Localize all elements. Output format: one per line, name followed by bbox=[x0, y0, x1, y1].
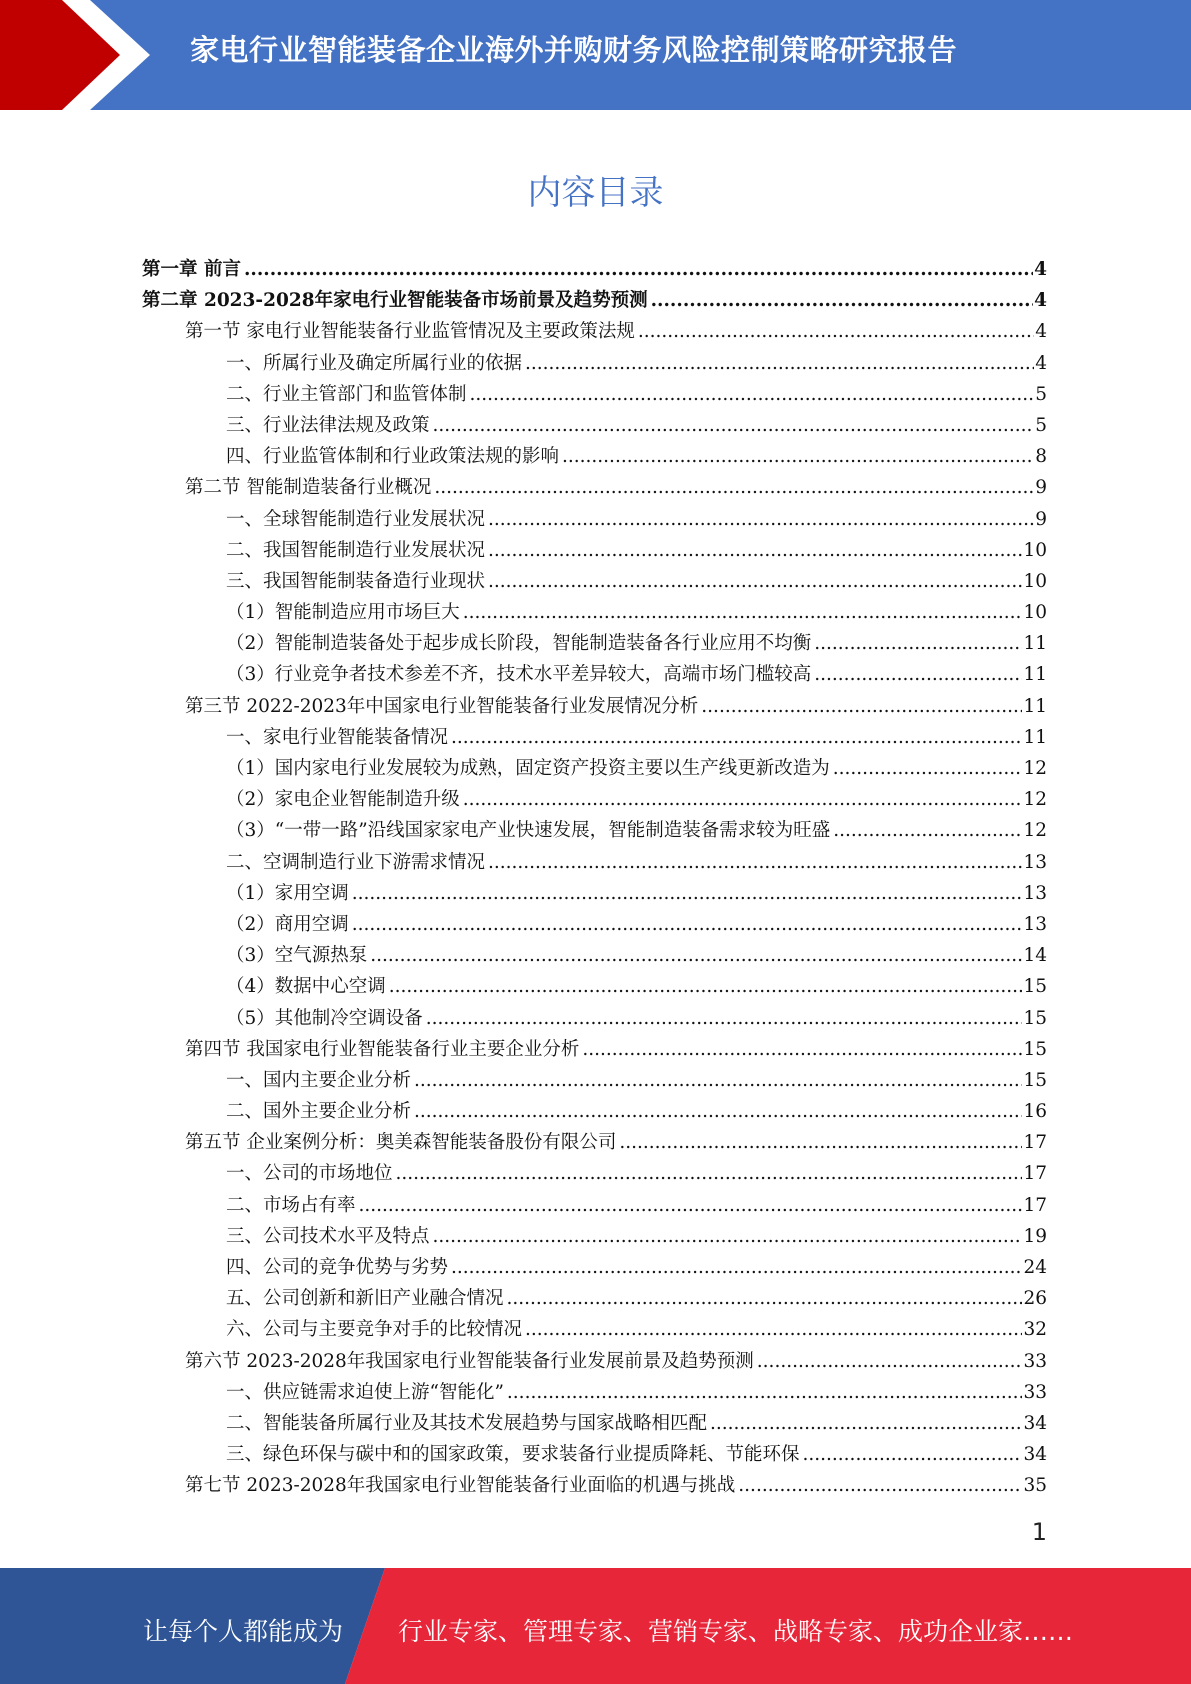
toc-entry-page: 13 bbox=[1023, 851, 1047, 873]
toc-entry[interactable] bbox=[0, 1190, 1191, 1221]
table-of-contents bbox=[0, 254, 1191, 1502]
toc-leader bbox=[525, 348, 1034, 379]
toc-entry-label: （3）空气源热泵 bbox=[226, 945, 368, 967]
toc-entry-label: 第一节 家电行业智能装备行业监管情况及主要政策法规 bbox=[185, 321, 635, 343]
toc-entry-label: 二、空调制造行业下游需求情况 bbox=[226, 851, 486, 873]
toc-leader bbox=[833, 815, 1022, 846]
header-arrow-decoration bbox=[0, 0, 160, 110]
toc-leader bbox=[507, 1283, 1023, 1314]
toc-leader bbox=[414, 1096, 1022, 1127]
toc-entry-page: 24 bbox=[1023, 1257, 1047, 1278]
toc-entry[interactable] bbox=[0, 784, 1191, 815]
toc-leader bbox=[426, 1003, 1023, 1034]
toc-leader bbox=[451, 1252, 1022, 1283]
toc-entry-page: 17 bbox=[1023, 1163, 1047, 1185]
toc-leader bbox=[370, 940, 1022, 971]
toc-leader bbox=[651, 285, 1034, 316]
toc-entry[interactable] bbox=[0, 254, 1191, 285]
toc-entry[interactable] bbox=[0, 504, 1191, 535]
toc-leader bbox=[470, 379, 1035, 410]
toc-leader bbox=[701, 691, 1022, 722]
toc-entry-label: （3）“一带一路”沿线国家家电产业快速发展，智能制造装备需求较为旺盛 bbox=[226, 820, 831, 842]
toc-entry-label: 三、公司技术水平及特点 bbox=[226, 1225, 430, 1247]
toc-entry-page: 19 bbox=[1023, 1225, 1047, 1247]
toc-entry-page: 8 bbox=[1035, 446, 1047, 468]
toc-leader bbox=[434, 472, 1034, 503]
toc-entry-page: 15 bbox=[1023, 1038, 1047, 1060]
toc-leader bbox=[619, 1127, 1022, 1158]
toc-leader bbox=[803, 1439, 1023, 1470]
toc-leader bbox=[525, 1314, 1022, 1345]
toc-leader bbox=[359, 1190, 1023, 1221]
toc-heading: 内容目录 bbox=[527, 173, 664, 213]
toc-entry[interactable] bbox=[0, 909, 1191, 940]
toc-entry-page: 5 bbox=[1035, 414, 1047, 436]
toc-entry-label: （4）数据中心空调 bbox=[226, 976, 386, 998]
toc-entry-page: 13 bbox=[1023, 882, 1047, 904]
toc-entry-label: 一、全球智能制造行业发展状况 bbox=[226, 508, 486, 530]
toc-entry-page: 10 bbox=[1023, 602, 1047, 624]
toc-entry-page: 5 bbox=[1035, 383, 1047, 405]
toc-entry-page: 9 bbox=[1035, 477, 1047, 499]
toc-entry-label: （5）其他制冷空调设备 bbox=[226, 1007, 423, 1029]
toc-leader bbox=[507, 1377, 1023, 1408]
toc-leader bbox=[488, 535, 1022, 566]
toc-entry[interactable] bbox=[0, 1127, 1191, 1158]
toc-entry-label: （1）家用空调 bbox=[226, 882, 349, 904]
toc-leader bbox=[451, 722, 1022, 753]
toc-entry-page: 10 bbox=[1023, 539, 1047, 561]
toc-entry-label: （2）商用空调 bbox=[226, 913, 349, 935]
toc-entry-page: 13 bbox=[1023, 913, 1047, 935]
report-title: 家电行业智能装备企业海外并购财务风险控制策略研究报告 bbox=[190, 33, 958, 67]
toc-leader bbox=[352, 878, 1023, 909]
toc-leader bbox=[244, 254, 1033, 285]
toc-entry-page: 11 bbox=[1023, 695, 1047, 717]
toc-entry-page: 15 bbox=[1023, 1069, 1047, 1091]
toc-entry[interactable] bbox=[0, 1252, 1191, 1283]
toc-entry-page: 4 bbox=[1034, 290, 1047, 312]
toc-leader bbox=[757, 1346, 1023, 1377]
toc-entry-label: （3）行业竞争者技术参差不齐，技术水平差异较大，高端市场门槛较高 bbox=[226, 664, 812, 686]
toc-entry[interactable] bbox=[0, 722, 1191, 753]
toc-leader bbox=[562, 441, 1034, 472]
toc-entry-page: 34 bbox=[1023, 1444, 1047, 1466]
toc-entry[interactable] bbox=[0, 1439, 1191, 1470]
toc-leader bbox=[582, 1034, 1022, 1065]
toc-entry-page: 11 bbox=[1023, 726, 1047, 748]
toc-leader bbox=[710, 1408, 1022, 1439]
toc-entry[interactable] bbox=[0, 410, 1191, 441]
toc-entry-label: （2）家电企业智能制造升级 bbox=[226, 789, 460, 811]
toc-entry[interactable] bbox=[0, 1346, 1191, 1377]
toc-entry[interactable] bbox=[0, 878, 1191, 909]
toc-entry-label: 二、我国智能制造行业发展状况 bbox=[226, 539, 486, 561]
toc-entry[interactable] bbox=[0, 1408, 1191, 1439]
toc-entry-page: 12 bbox=[1023, 789, 1047, 811]
toc-entry-label: 一、所属行业及确定所属行业的依据 bbox=[226, 352, 523, 374]
toc-entry-page: 11 bbox=[1023, 664, 1047, 686]
toc-entry-page: 17 bbox=[1023, 1194, 1047, 1216]
toc-leader bbox=[396, 1158, 1023, 1189]
toc-entry-page: 4 bbox=[1035, 321, 1047, 343]
toc-entry-page: 17 bbox=[1023, 1132, 1047, 1154]
toc-entry-page: 35 bbox=[1023, 1475, 1047, 1497]
toc-entry[interactable] bbox=[0, 753, 1191, 784]
toc-entry-label: 四、公司的竞争优势与劣势 bbox=[226, 1257, 449, 1278]
toc-leader bbox=[352, 909, 1023, 940]
toc-leader bbox=[463, 597, 1023, 628]
toc-leader bbox=[389, 971, 1023, 1002]
toc-entry[interactable] bbox=[0, 1470, 1191, 1501]
toc-leader bbox=[638, 316, 1034, 347]
toc-entry-label: 三、绿色环保与碳中和的国家政策，要求装备行业提质降耗、节能环保 bbox=[226, 1444, 800, 1466]
toc-entry-page: 12 bbox=[1023, 820, 1047, 842]
toc-entry-label: 第一章 前言 bbox=[142, 259, 241, 280]
toc-entry-page: 11 bbox=[1023, 633, 1047, 655]
toc-entry-label: 一、供应链需求迫使上游“智能化” bbox=[226, 1381, 504, 1403]
toc-entry-page: 26 bbox=[1023, 1288, 1047, 1310]
toc-entry[interactable] bbox=[0, 940, 1191, 971]
toc-entry-page: 4 bbox=[1035, 352, 1047, 374]
toc-entry[interactable] bbox=[0, 1158, 1191, 1189]
page-number: 1 bbox=[1031, 1518, 1047, 1546]
toc-entry[interactable] bbox=[0, 1314, 1191, 1345]
toc-entry[interactable] bbox=[0, 1096, 1191, 1127]
toc-entry[interactable] bbox=[0, 1377, 1191, 1408]
toc-leader bbox=[433, 410, 1035, 441]
toc-entry[interactable] bbox=[0, 348, 1191, 379]
toc-entry[interactable] bbox=[0, 628, 1191, 659]
toc-entry[interactable] bbox=[0, 1065, 1191, 1096]
toc-entry-label: 第六节 2023-2028年我国家电行业智能装备行业发展前景及趋势预测 bbox=[185, 1350, 754, 1372]
toc-entry[interactable] bbox=[0, 566, 1191, 597]
toc-entry[interactable] bbox=[0, 659, 1191, 690]
toc-entry-label: 二、行业主管部门和监管体制 bbox=[226, 383, 467, 405]
toc-entry-page: 10 bbox=[1023, 570, 1047, 592]
toc-entry-label: 第四节 我国家电行业智能装备行业主要企业分析 bbox=[185, 1038, 580, 1060]
toc-leader bbox=[814, 628, 1022, 659]
toc-entry-label: 二、智能装备所属行业及其技术发展趋势与国家战略相匹配 bbox=[226, 1412, 708, 1434]
toc-entry[interactable] bbox=[0, 847, 1191, 878]
toc-entry-page: 34 bbox=[1023, 1412, 1047, 1434]
toc-leader bbox=[488, 566, 1022, 597]
toc-entry[interactable] bbox=[0, 316, 1191, 347]
toc-leader bbox=[833, 753, 1023, 784]
toc-entry[interactable] bbox=[0, 971, 1191, 1002]
toc-entry-label: 四、行业监管体制和行业政策法规的影响 bbox=[226, 446, 560, 468]
toc-entry-label: 第七节 2023-2028年我国家电行业智能装备行业面临的机遇与挑战 bbox=[185, 1475, 736, 1497]
toc-entry-page: 14 bbox=[1023, 945, 1047, 967]
toc-entry-page: 32 bbox=[1023, 1319, 1047, 1341]
footer-slogan-left: 让每个人都能成为 bbox=[143, 1617, 344, 1646]
toc-leader bbox=[463, 784, 1023, 815]
toc-entry-label: 三、行业法律法规及政策 bbox=[226, 414, 430, 436]
toc-entry-label: 第五节 企业案例分析：奥美森智能装备股份有限公司 bbox=[185, 1132, 617, 1154]
toc-entry-label: （2）智能制造装备处于起步成长阶段，智能制造装备各行业应用不均衡 bbox=[226, 633, 812, 655]
toc-leader bbox=[738, 1470, 1022, 1501]
toc-entry[interactable] bbox=[0, 1003, 1191, 1034]
toc-entry-label: 一、家电行业智能装备情况 bbox=[226, 726, 449, 748]
toc-entry-page: 15 bbox=[1023, 1007, 1047, 1029]
toc-entry[interactable] bbox=[0, 441, 1191, 472]
toc-entry[interactable] bbox=[0, 535, 1191, 566]
toc-entry-page: 9 bbox=[1035, 508, 1047, 530]
toc-entry-label: 一、公司的市场地位 bbox=[226, 1163, 393, 1185]
toc-entry-page: 33 bbox=[1023, 1381, 1047, 1403]
toc-entry[interactable] bbox=[0, 1034, 1191, 1065]
toc-entry-page: 4 bbox=[1034, 259, 1047, 280]
toc-leader bbox=[414, 1065, 1022, 1096]
toc-entry[interactable] bbox=[0, 1221, 1191, 1252]
toc-entry-label: 五、公司创新和新旧产业融合情况 bbox=[226, 1288, 504, 1310]
toc-entry-label: （1）国内家电行业发展较为成熟，固定资产投资主要以生产线更新改造为 bbox=[226, 758, 830, 779]
toc-entry[interactable] bbox=[0, 815, 1191, 846]
toc-leader bbox=[814, 659, 1022, 690]
toc-entry[interactable] bbox=[0, 1283, 1191, 1314]
toc-entry-page: 33 bbox=[1023, 1350, 1047, 1372]
toc-entry[interactable] bbox=[0, 597, 1191, 628]
toc-entry-label: 六、公司与主要竞争对手的比较情况 bbox=[226, 1319, 523, 1341]
toc-entry-page: 12 bbox=[1023, 758, 1047, 779]
header-banner bbox=[0, 0, 1191, 110]
toc-entry-label: （1）智能制造应用市场巨大 bbox=[226, 602, 460, 624]
toc-entry[interactable] bbox=[0, 285, 1191, 316]
footer-slogan-right: 行业专家、管理专家、营销专家、战略专家、成功企业家…… bbox=[398, 1617, 1074, 1646]
toc-entry-label: 二、市场占有率 bbox=[226, 1194, 356, 1216]
toc-leader bbox=[433, 1221, 1023, 1252]
toc-entry[interactable] bbox=[0, 691, 1191, 722]
toc-entry-label: 二、国外主要企业分析 bbox=[226, 1101, 412, 1123]
toc-entry[interactable] bbox=[0, 379, 1191, 410]
footer-banner bbox=[0, 1568, 1191, 1684]
toc-entry[interactable] bbox=[0, 472, 1191, 503]
toc-entry-label: 第二章 2023-2028年家电行业智能装备市场前景及趋势预测 bbox=[142, 290, 648, 312]
toc-entry-label: 一、国内主要企业分析 bbox=[226, 1069, 412, 1091]
toc-leader bbox=[488, 504, 1034, 535]
toc-leader bbox=[488, 847, 1022, 878]
toc-entry-label: 第二节 智能制造装备行业概况 bbox=[185, 477, 432, 499]
toc-entry-label: 三、我国智能制装备造行业现状 bbox=[226, 570, 486, 592]
toc-entry-label: 第三节 2022-2023年中国家电行业智能装备行业发展情况分析 bbox=[185, 695, 699, 717]
toc-entry-page: 15 bbox=[1023, 976, 1047, 998]
toc-entry-page: 16 bbox=[1023, 1101, 1047, 1123]
